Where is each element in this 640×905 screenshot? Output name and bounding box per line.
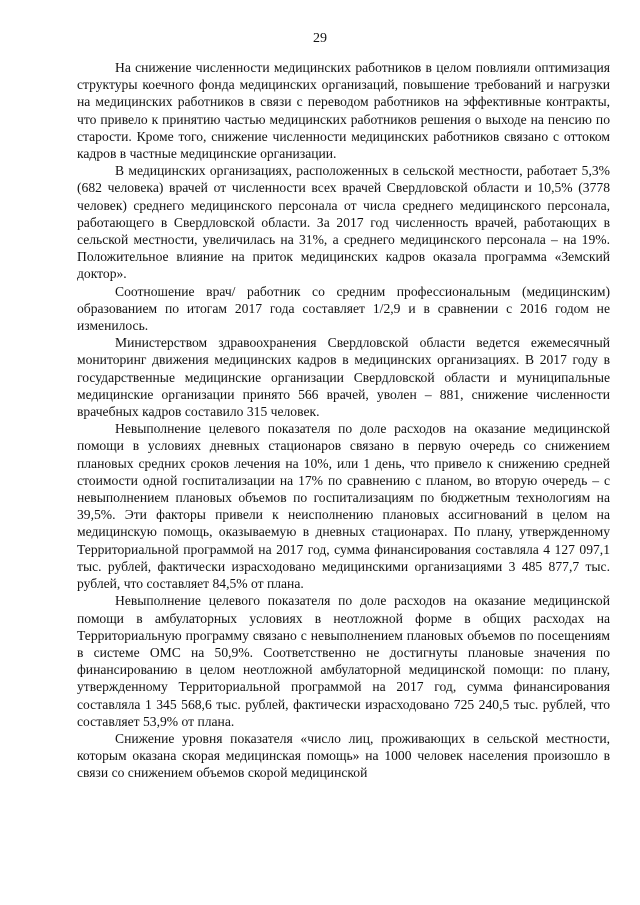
paragraph-rural-ambulance: Снижение уровня показателя «число лиц, проживающих в сельской местности, которым оказана скорая медицинская помощь» на 1000 человек населения произошло в связи со снижением объемов скорой медицинской	[77, 730, 610, 781]
paragraph-staff-reduction: На снижение численности медицинских работников в целом повлияли оптимизация структуры коечного фонда медицинских организаций, повышение требований и нагрузки на медицинских работников в связи с переводом работников на эффективные контракты, что привело к принятию частью медицинских работников решения о выходе на пенсию по старости. Кроме того, снижение численности медицинских работников связано с оттоком кадров в частные медицинские организации.	[77, 60, 610, 162]
paragraph-day-hospitals: Невыполнение целевого показателя по доле расходов на оказание медицинской помощи в условиях дневных стационаров связано в первую очередь со снижением плановых средних сроков лечения на 10%, или 1 день, что привело к снижению средней стоимости одной госпитализации на 17% по сравнению с планом, во вторую очередь – с невыполнением плановых объемов по госпитализациям по бюджетным технологиям на 39,5%. Эти факторы привели к неисполнению плановых ассигнований в целом на медицинскую помощь, оказываемую в дневных стационарах. По плану, утвержденному Территориальной программой на 2017 год, сумма финансирования составляла 4 127 097,1 тыс. рублей, фактически израсходовано медицинскими организациями 3 485 877,7 тыс. рублей, что составляет 84,5% от плана.	[77, 421, 610, 592]
paragraph-staff-monitoring: Министерством здравоохранения Свердловской области ведется ежемесячный мониторинг движения медицинских кадров в медицинских организациях. В 2017 году в государственные медицинские организации Свердловской области и муниципальные медицинские организации принято 566 врачей, уволен – 881, снижение численности врачебных кадров составило 315 человек.	[77, 335, 610, 420]
paragraph-emergency-outpatient: Невыполнение целевого показателя по доле расходов на оказание медицинской помощи в амбулаторных условиях в неотложной форме в общих расходах на Территориальную программу связано с невыполнением плановых объемов по посещениям в системе ОМС на 50,9%. Соответственно не достигнуты плановые значения по финансированию в целом неотложной амбулаторной медицинской помощи: по плану, утвержденному Территориальной программой на 2017 год, сумма финансирования составляла 1 345 568,6 тыс. рублей, фактически израсходовано 725 240,5 тыс. рублей, что составляет 53,9% от плана.	[77, 593, 610, 729]
page-number: 29	[313, 31, 327, 46]
body-text	[77, 59, 610, 782]
paragraph-rural-staff: В медицинских организациях, расположенных в сельской местности, работает 5,3% (682 человека) врачей от численности всех врачей Свердловской области и 10,5% (3778 человек) среднего медицинского персонала от числа среднего медицинского персонала, работающего в Свердловской области. За 2017 год численность врачей, работающих в сельской местности, увеличилась на 31%, а среднего медицинского персонала – на 19%. Положительное влияние на приток медицинских кадров оказала программа «Земский доктор».	[77, 163, 610, 282]
paragraph-doctor-ratio: Соотношение врач/ работник со средним профессиональным (медицинским) образованием по итогам 2017 года составляет 1/2,9 и в сравнении с 2016 годом не изменилось.	[77, 283, 610, 334]
